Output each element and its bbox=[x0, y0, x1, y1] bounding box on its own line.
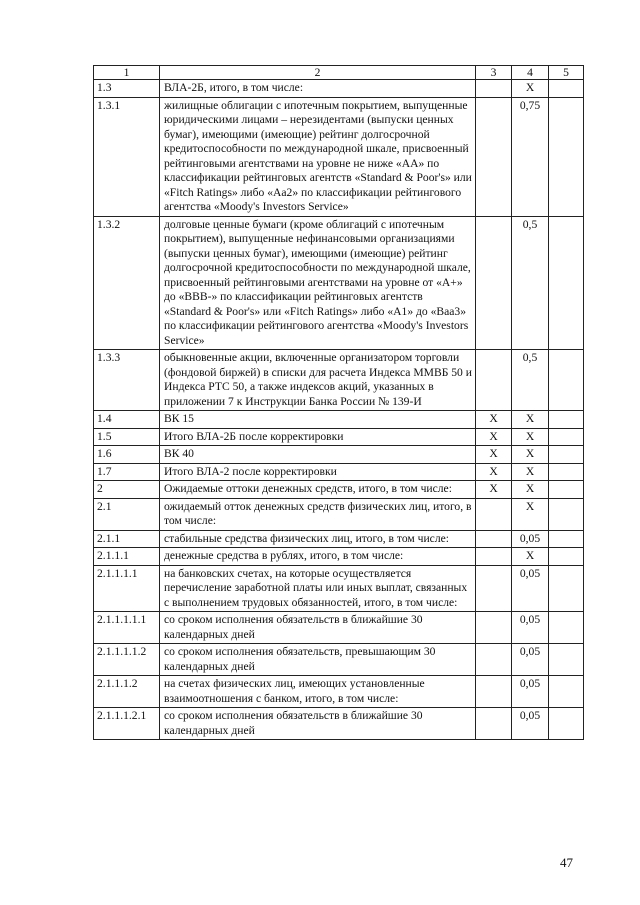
row-col5 bbox=[549, 216, 584, 350]
row-text: ожидаемый отток денежных средств физических лиц, итого, в том числе: bbox=[160, 498, 476, 530]
row-col5 bbox=[549, 481, 584, 499]
row-col3 bbox=[476, 644, 512, 676]
row-text: со сроком исполнения обязательств в ближайшие 30 календарных дней bbox=[160, 708, 476, 740]
table-row bbox=[94, 530, 584, 548]
table-row bbox=[94, 216, 584, 350]
row-col3 bbox=[476, 676, 512, 708]
row-col5 bbox=[549, 446, 584, 464]
row-col3 bbox=[476, 548, 512, 566]
row-col3 bbox=[476, 97, 512, 216]
table-row bbox=[94, 498, 584, 530]
row-text: Итого ВЛА-2 после корректировки bbox=[160, 463, 476, 481]
row-col5 bbox=[549, 612, 584, 644]
row-code: 1.7 bbox=[94, 463, 160, 481]
row-text: на счетах физических лиц, имеющих установленные взаимоотношения с банком, итого, в том числе: bbox=[160, 676, 476, 708]
row-col3 bbox=[476, 216, 512, 350]
row-code: 2.1.1.1 bbox=[94, 548, 160, 566]
table-row bbox=[94, 481, 584, 499]
row-text: стабильные средства физических лиц, итого, в том числе: bbox=[160, 530, 476, 548]
row-text: ВК 15 bbox=[160, 411, 476, 429]
row-col5 bbox=[549, 350, 584, 411]
header-col-1: 1 bbox=[94, 66, 160, 80]
row-col3 bbox=[476, 708, 512, 740]
row-col4: X bbox=[512, 498, 549, 530]
row-col4: X bbox=[512, 411, 549, 429]
row-text: Ожидаемые оттоки денежных средств, итого, в том числе: bbox=[160, 481, 476, 499]
row-col3: X bbox=[476, 481, 512, 499]
row-col4: X bbox=[512, 80, 549, 98]
row-col5 bbox=[549, 708, 584, 740]
row-col4: 0,5 bbox=[512, 216, 549, 350]
row-code: 1.6 bbox=[94, 446, 160, 464]
row-col4: 0,05 bbox=[512, 612, 549, 644]
row-text: Итого ВЛА-2Б после корректировки bbox=[160, 428, 476, 446]
row-col5 bbox=[549, 530, 584, 548]
row-text: долговые ценные бумаги (кроме облигаций с ипотечным покрытием), выпущенные нефинансовыми организациями (выпуски ценных бумаг), имеющими (имеющие) рейтинг долгосрочной кредитоспособности по международной шкале, присвоенный рейтинговыми агентствами на уровне от «А+» до «ВВВ-» по классификации рейтинговых агентств «Standard & Poor's» или «Fitch Ratings» либо «А1» до «Ваа3» по классификации рейтингового агентства «Moody's Investors Service» bbox=[160, 216, 476, 350]
row-col5 bbox=[549, 97, 584, 216]
header-col-3: 3 bbox=[476, 66, 512, 80]
row-col4: X bbox=[512, 446, 549, 464]
row-code: 1.3.2 bbox=[94, 216, 160, 350]
page-number: 47 bbox=[560, 855, 573, 870]
table-row bbox=[94, 565, 584, 612]
row-code: 1.3 bbox=[94, 80, 160, 98]
row-col5 bbox=[549, 548, 584, 566]
table-row bbox=[94, 676, 584, 708]
row-col4: 0,05 bbox=[512, 676, 549, 708]
row-col4: X bbox=[512, 428, 549, 446]
table-row bbox=[94, 350, 584, 411]
row-col3: X bbox=[476, 446, 512, 464]
table-row bbox=[94, 612, 584, 644]
row-col3 bbox=[476, 80, 512, 98]
row-code: 2.1.1.1.2 bbox=[94, 676, 160, 708]
row-text: со сроком исполнения обязательств, превышающим 30 календарных дней bbox=[160, 644, 476, 676]
row-col3 bbox=[476, 530, 512, 548]
header-col-5: 5 bbox=[549, 66, 584, 80]
row-col5 bbox=[549, 463, 584, 481]
document-page bbox=[93, 65, 583, 740]
row-col4: X bbox=[512, 463, 549, 481]
row-col4: 0,05 bbox=[512, 530, 549, 548]
row-code: 2 bbox=[94, 481, 160, 499]
row-col3 bbox=[476, 498, 512, 530]
table-row bbox=[94, 411, 584, 429]
row-text: жилищные облигации с ипотечным покрытием, выпущенные юридическими лицами – нерезидентами (выпуски ценных бумаг), имеющими (имеющие) рейтинг долгосрочной кредитоспособности по международной шкале, присвоенный рейтинговыми агентствами на уровне не ниже «АА» по классификации рейтинговых агентств «Standard & Poor's» или «Fitch Ratings» либо «Aa2» по классификации рейтингового агентства «Moody's Investors Service» bbox=[160, 97, 476, 216]
row-col3: X bbox=[476, 411, 512, 429]
row-col5 bbox=[549, 428, 584, 446]
row-col5 bbox=[549, 565, 584, 612]
row-col5 bbox=[549, 644, 584, 676]
row-code: 1.5 bbox=[94, 428, 160, 446]
row-col3: X bbox=[476, 463, 512, 481]
row-code: 2.1.1.1.1.2 bbox=[94, 644, 160, 676]
row-col3 bbox=[476, 612, 512, 644]
row-col5 bbox=[549, 498, 584, 530]
table-row bbox=[94, 80, 584, 98]
table-header-row bbox=[94, 66, 584, 80]
row-code: 2.1.1 bbox=[94, 530, 160, 548]
row-col5 bbox=[549, 676, 584, 708]
row-code: 2.1.1.1.1.1 bbox=[94, 612, 160, 644]
row-code: 1.4 bbox=[94, 411, 160, 429]
row-col3 bbox=[476, 565, 512, 612]
table-row bbox=[94, 446, 584, 464]
row-col5 bbox=[549, 411, 584, 429]
table-row bbox=[94, 708, 584, 740]
table-row bbox=[94, 463, 584, 481]
row-text: со сроком исполнения обязательств в ближайшие 30 календарных дней bbox=[160, 612, 476, 644]
row-text: обыкновенные акции, включенные организатором торговли (фондовой биржей) в списки для расчета Индекса ММВБ 50 и Индекса РТС 50, а также индексов акций, указанных в приложении 7 к Инструкции Банка России № 139-И bbox=[160, 350, 476, 411]
row-col4: X bbox=[512, 548, 549, 566]
table-row bbox=[94, 548, 584, 566]
row-col4: 0,05 bbox=[512, 708, 549, 740]
row-code: 1.3.3 bbox=[94, 350, 160, 411]
liquidity-table bbox=[93, 65, 584, 740]
row-text: ВК 40 bbox=[160, 446, 476, 464]
row-col4: 0,75 bbox=[512, 97, 549, 216]
row-code: 2.1.1.1.1 bbox=[94, 565, 160, 612]
table-row bbox=[94, 644, 584, 676]
row-col4: X bbox=[512, 481, 549, 499]
row-col4: 0,05 bbox=[512, 644, 549, 676]
row-col5 bbox=[549, 80, 584, 98]
row-text: денежные средства в рублях, итого, в том числе: bbox=[160, 548, 476, 566]
row-code: 2.1.1.1.2.1 bbox=[94, 708, 160, 740]
header-col-4: 4 bbox=[512, 66, 549, 80]
row-text: ВЛА-2Б, итого, в том числе: bbox=[160, 80, 476, 98]
row-code: 1.3.1 bbox=[94, 97, 160, 216]
table-row bbox=[94, 97, 584, 216]
table-row bbox=[94, 428, 584, 446]
row-text: на банковских счетах, на которые осуществляется перечисление заработной платы или иных выплат, связанных с выполнением трудовых обязанностей, итого, в том числе: bbox=[160, 565, 476, 612]
header-col-2: 2 bbox=[160, 66, 476, 80]
row-col3 bbox=[476, 350, 512, 411]
row-col4: 0,05 bbox=[512, 565, 549, 612]
row-col3: X bbox=[476, 428, 512, 446]
row-col4: 0,5 bbox=[512, 350, 549, 411]
row-code: 2.1 bbox=[94, 498, 160, 530]
